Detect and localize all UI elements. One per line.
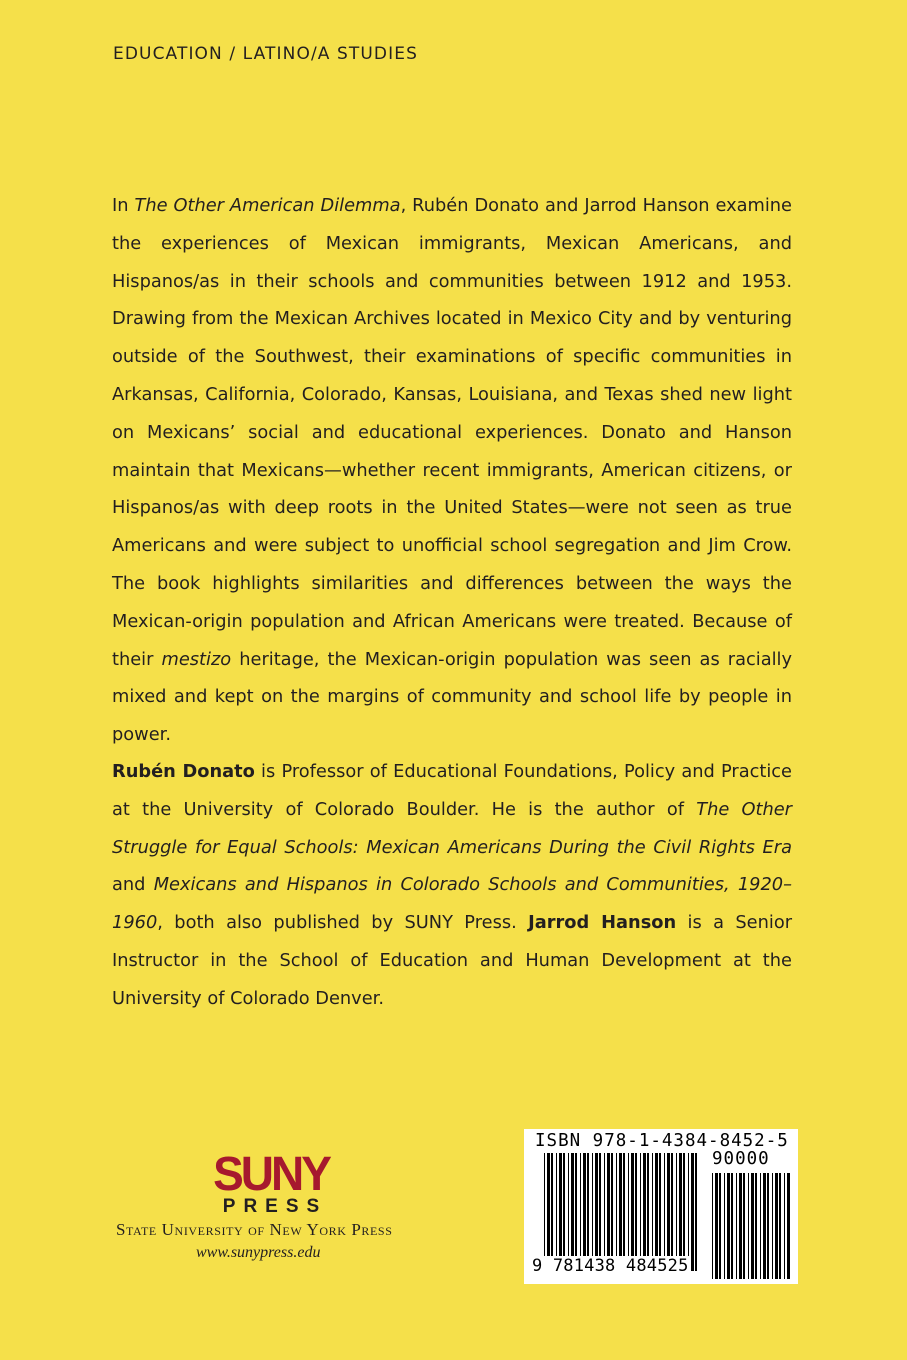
logo-wordmark: SUNY	[213, 1145, 329, 1201]
barcode-bar	[743, 1173, 745, 1279]
barcode-bar	[676, 1153, 677, 1271]
bio-text: , both also published by SUNY Press.	[157, 912, 529, 934]
book-title: Mexicans and Hispanos in Colorado Schools and Communities, 1920–1960	[112, 874, 792, 934]
desc-text: In	[112, 195, 135, 216]
barcode-bar	[748, 1173, 749, 1279]
barcode-bar	[671, 1153, 673, 1271]
author-bio	[112, 753, 792, 1018]
bio-text: is Professor of Educational Foundations, Policy and Practice at the University of Colorado Boulder. He is the author of	[112, 761, 792, 820]
barcode-bar	[772, 1173, 773, 1279]
barcode-bar	[787, 1173, 790, 1279]
barcode-bar	[647, 1153, 649, 1271]
barcode-bar	[779, 1173, 781, 1279]
barcode-bar	[544, 1153, 545, 1271]
barcode-bar	[580, 1153, 581, 1271]
publisher-url: www.sunypress.edu	[196, 1244, 321, 1261]
barcode-bar	[655, 1153, 658, 1271]
barcode-bar	[575, 1153, 577, 1271]
book-description	[112, 187, 792, 754]
barcode-bar	[556, 1153, 557, 1271]
barcode-bar	[683, 1153, 685, 1271]
barcode-bar	[547, 1153, 550, 1271]
barcode-bar	[659, 1153, 661, 1271]
barcode-bar	[559, 1153, 562, 1271]
author-name: Jarrod Hanson	[528, 912, 677, 934]
barcode-bar	[755, 1173, 757, 1279]
author-name: Rubén Donato	[112, 761, 255, 782]
barcode-bar	[691, 1153, 694, 1271]
barcode-bar	[727, 1173, 730, 1279]
barcode-bar	[583, 1153, 586, 1271]
barcode-panel	[524, 1129, 798, 1284]
barcode-bar	[571, 1153, 574, 1271]
barcode-bar	[623, 1153, 625, 1271]
barcode-bar	[643, 1153, 646, 1271]
isbn-text: ISBN 978-1-4384-8452-5	[535, 1131, 789, 1151]
barcode-bar	[719, 1173, 721, 1279]
suny-press-logo	[196, 1145, 346, 1220]
price-code: 90000	[712, 1149, 770, 1169]
barcode-bar	[767, 1173, 769, 1279]
barcode-bar	[551, 1153, 553, 1271]
category-label: EDUCATION / LATINO/A STUDIES	[113, 44, 418, 64]
barcode-bar	[739, 1173, 742, 1279]
barcode-bar	[695, 1153, 697, 1271]
barcode-bar	[664, 1153, 665, 1271]
desc-text: , Rubén Donato and Jarrod Hanson examine the experiences of Mexican immigrants, Mexican Americans, and Hispanos/as in their schools and communities between 1912 and 1953. Drawing from the Mexican Archives located in Mexico City and by venturing outside of the Southwest, their examinations of specific communities in Arkansas, California, Colorado, Kansas, Louisiana, and Texas shed new light on Mexicans’ social and educational experiences. Donato and Hanson maintain that Mexicans—whether recent immigrants, American citizens, or Hispanos/as with deep roots in the United States—were not seen as true Americans and were subject to unofficial school segregation and Jim Crow. The book highlights similarities and differences between the ways the Mexican-origin population and African Americans were treated. Because of their	[112, 195, 792, 670]
bio-text: and	[112, 874, 154, 896]
barcode-bar	[563, 1153, 565, 1271]
barcode-bar	[763, 1173, 766, 1279]
barcode-bar	[688, 1153, 689, 1271]
barcode-bar	[640, 1153, 641, 1271]
barcode-bar	[736, 1173, 737, 1279]
barcode-bar	[616, 1153, 617, 1271]
bio-text: is a Senior Instructor in the School of Education and Human Development at the University of Colorado Denver.	[112, 912, 793, 1009]
barcode-bar	[595, 1153, 598, 1271]
logo-subtitle: PRESS	[222, 1196, 328, 1217]
barcode-bar	[607, 1153, 610, 1271]
barcode-bar	[652, 1153, 653, 1271]
italic-term: mestizo	[161, 648, 232, 670]
barcode-bar	[604, 1153, 605, 1271]
barcode-bar	[724, 1173, 725, 1279]
barcode-bar	[715, 1173, 718, 1279]
barcode-bar	[751, 1173, 754, 1279]
barcode-bar	[775, 1173, 778, 1279]
ean-digits: 9 781438 484525	[532, 1256, 689, 1276]
desc-text: heritage, the Mexican-origin population was seen as racially mixed and kept on the margins of community and school life by people in power.	[112, 648, 793, 746]
barcode-bar	[712, 1173, 713, 1279]
barcode-bar	[631, 1153, 634, 1271]
publisher-name: State University of New York Press	[116, 1220, 393, 1239]
barcode-bar	[619, 1153, 622, 1271]
barcode-bar	[731, 1173, 733, 1279]
barcode-bar	[568, 1153, 569, 1271]
book-title: The Other American Dilemma	[134, 195, 401, 216]
barcode-bar	[592, 1153, 593, 1271]
barcode-bar	[667, 1153, 670, 1271]
book-title: The Other Struggle for Equal Schools: Mexican Americans During the Civil Rights Era	[112, 798, 792, 858]
barcode-bar	[587, 1153, 589, 1271]
barcode-bar	[599, 1153, 601, 1271]
barcode-bar	[635, 1153, 637, 1271]
barcode-bar	[679, 1153, 682, 1271]
barcode-bar	[760, 1173, 761, 1279]
barcode-bar	[628, 1153, 629, 1271]
barcode-bar	[784, 1173, 785, 1279]
barcode-bar	[611, 1153, 613, 1271]
